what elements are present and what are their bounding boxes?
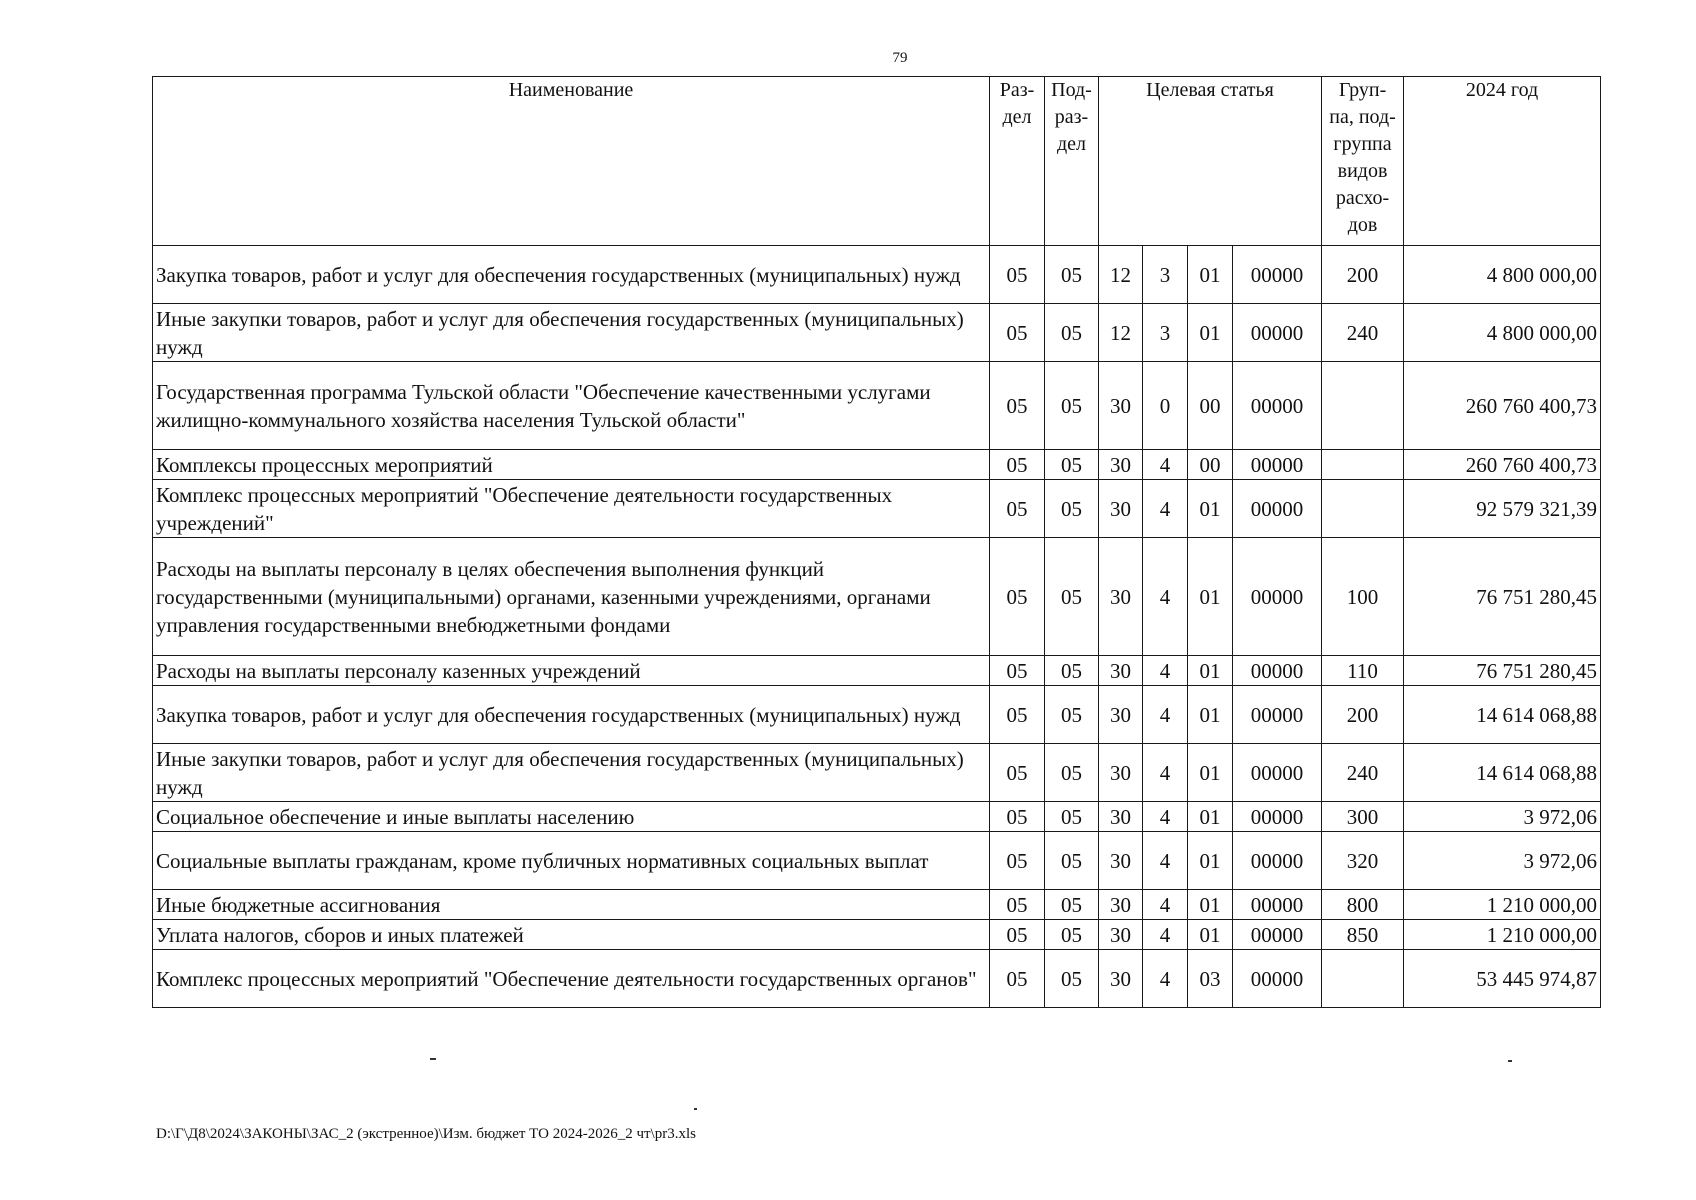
row-target-type: 0	[1143, 362, 1188, 450]
row-target-type: 4	[1143, 832, 1188, 890]
row-expense-group: 240	[1322, 304, 1404, 362]
row-target-direction: 00000	[1233, 246, 1322, 304]
row-subsection: 05	[1045, 246, 1099, 304]
row-amount: 3 972,06	[1404, 832, 1601, 890]
row-expense-group	[1322, 450, 1404, 480]
row-target-element: 01	[1188, 538, 1233, 656]
row-target-program: 12	[1099, 246, 1143, 304]
row-amount: 3 972,06	[1404, 802, 1601, 832]
row-name: Уплата налогов, сборов и иных платежей	[153, 920, 990, 950]
row-target-element: 01	[1188, 656, 1233, 686]
row-target-direction: 00000	[1233, 890, 1322, 920]
row-target-type: 4	[1143, 890, 1188, 920]
row-section: 05	[990, 450, 1045, 480]
row-target-direction: 00000	[1233, 656, 1322, 686]
row-target-direction: 00000	[1233, 362, 1322, 450]
row-target-direction: 00000	[1233, 802, 1322, 832]
row-section: 05	[990, 686, 1045, 744]
row-expense-group: 110	[1322, 656, 1404, 686]
table-row	[153, 802, 1601, 832]
column-header-name: Наименование	[153, 77, 990, 246]
row-subsection: 05	[1045, 950, 1099, 1008]
column-header-expense-group: Груп- па, под- группа видов расхо- дов	[1322, 77, 1404, 246]
row-name: Иные закупки товаров, работ и услуг для обеспечения государственных (муниципальных) нужд	[153, 304, 990, 362]
row-subsection: 05	[1045, 686, 1099, 744]
row-target-program: 30	[1099, 538, 1143, 656]
row-target-element: 01	[1188, 744, 1233, 802]
row-amount: 260 760 400,73	[1404, 362, 1601, 450]
row-target-element: 00	[1188, 450, 1233, 480]
row-section: 05	[990, 920, 1045, 950]
row-expense-group: 240	[1322, 744, 1404, 802]
row-section: 05	[990, 890, 1045, 920]
row-section: 05	[990, 480, 1045, 538]
row-target-element: 01	[1188, 246, 1233, 304]
row-target-program: 30	[1099, 362, 1143, 450]
row-expense-group: 320	[1322, 832, 1404, 890]
page-number: 79	[892, 50, 908, 66]
row-subsection: 05	[1045, 832, 1099, 890]
row-target-direction: 00000	[1233, 480, 1322, 538]
row-amount: 14 614 068,88	[1404, 744, 1601, 802]
row-target-type: 4	[1143, 450, 1188, 480]
row-expense-group: 300	[1322, 802, 1404, 832]
column-header-target-article: Целевая статья	[1099, 77, 1322, 246]
row-target-type: 3	[1143, 246, 1188, 304]
row-expense-group: 200	[1322, 686, 1404, 744]
row-target-element: 01	[1188, 304, 1233, 362]
row-target-element: 00	[1188, 362, 1233, 450]
row-target-type: 4	[1143, 686, 1188, 744]
row-target-direction: 00000	[1233, 450, 1322, 480]
row-target-program: 12	[1099, 304, 1143, 362]
row-target-type: 4	[1143, 950, 1188, 1008]
row-name: Закупка товаров, работ и услуг для обеспечения государственных (муниципальных) нужд	[153, 246, 990, 304]
row-target-program: 30	[1099, 802, 1143, 832]
row-target-direction: 00000	[1233, 686, 1322, 744]
file-path-footer: D:\Г\Д8\2024\ЗАКОНЫ\ЗАС_2 (экстренное)\Изм. бюджет ТО 2024-2026_2 чт\pr3.xls	[156, 1126, 696, 1142]
row-name: Расходы на выплаты персоналу в целях обеспечения выполнения функций государственными (муниципальными) органами, казенными учреждениями, органами управления государственными внебюджетными фондами	[153, 538, 990, 656]
scan-mark	[430, 1058, 436, 1060]
row-target-program: 30	[1099, 480, 1143, 538]
row-target-element: 03	[1188, 950, 1233, 1008]
row-section: 05	[990, 744, 1045, 802]
row-target-program: 30	[1099, 686, 1143, 744]
row-section: 05	[990, 656, 1045, 686]
row-expense-group: 100	[1322, 538, 1404, 656]
row-name: Расходы на выплаты персоналу казенных учреждений	[153, 656, 990, 686]
row-amount: 1 210 000,00	[1404, 920, 1601, 950]
row-subsection: 05	[1045, 538, 1099, 656]
table-row	[153, 480, 1601, 538]
table-row	[153, 686, 1601, 744]
row-target-type: 4	[1143, 920, 1188, 950]
row-target-direction: 00000	[1233, 304, 1322, 362]
column-header-year: 2024 год	[1404, 77, 1601, 246]
row-section: 05	[990, 538, 1045, 656]
row-target-direction: 00000	[1233, 950, 1322, 1008]
row-name: Иные закупки товаров, работ и услуг для обеспечения государственных (муниципальных) нужд	[153, 744, 990, 802]
row-target-direction: 00000	[1233, 744, 1322, 802]
table-row	[153, 920, 1601, 950]
row-subsection: 05	[1045, 304, 1099, 362]
table-row	[153, 832, 1601, 890]
row-target-direction: 00000	[1233, 538, 1322, 656]
row-amount: 76 751 280,45	[1404, 656, 1601, 686]
row-expense-group	[1322, 480, 1404, 538]
row-subsection: 05	[1045, 656, 1099, 686]
row-section: 05	[990, 802, 1045, 832]
row-target-program: 30	[1099, 920, 1143, 950]
row-subsection: 05	[1045, 802, 1099, 832]
row-target-type: 4	[1143, 802, 1188, 832]
row-target-program: 30	[1099, 832, 1143, 890]
row-name: Социальные выплаты гражданам, кроме публичных нормативных социальных выплат	[153, 832, 990, 890]
row-name: Комплексы процессных мероприятий	[153, 450, 990, 480]
row-subsection: 05	[1045, 480, 1099, 538]
row-name: Иные бюджетные ассигнования	[153, 890, 990, 920]
row-expense-group	[1322, 362, 1404, 450]
row-amount: 14 614 068,88	[1404, 686, 1601, 744]
table-row	[153, 538, 1601, 656]
row-target-type: 4	[1143, 656, 1188, 686]
row-expense-group: 850	[1322, 920, 1404, 950]
table-row	[153, 362, 1601, 450]
row-target-direction: 00000	[1233, 920, 1322, 950]
row-section: 05	[990, 832, 1045, 890]
row-name: Государственная программа Тульской области "Обеспечение качественными услугами жилищно-коммунального хозяйства населения Тульской области"	[153, 362, 990, 450]
row-expense-group	[1322, 950, 1404, 1008]
row-subsection: 05	[1045, 450, 1099, 480]
table-body	[153, 246, 1601, 1008]
row-target-element: 01	[1188, 832, 1233, 890]
row-amount: 4 800 000,00	[1404, 304, 1601, 362]
row-section: 05	[990, 950, 1045, 1008]
table-row	[153, 304, 1601, 362]
table-header-row	[153, 77, 1601, 246]
row-target-program: 30	[1099, 950, 1143, 1008]
row-target-type: 4	[1143, 744, 1188, 802]
table-row	[153, 246, 1601, 304]
row-amount: 260 760 400,73	[1404, 450, 1601, 480]
row-name: Комплекс процессных мероприятий "Обеспечение деятельности государственных учреждений"	[153, 480, 990, 538]
row-expense-group: 800	[1322, 890, 1404, 920]
row-target-element: 01	[1188, 890, 1233, 920]
row-target-element: 01	[1188, 686, 1233, 744]
row-target-program: 30	[1099, 890, 1143, 920]
row-target-program: 30	[1099, 744, 1143, 802]
row-target-element: 01	[1188, 480, 1233, 538]
table-row	[153, 656, 1601, 686]
row-amount: 53 445 974,87	[1404, 950, 1601, 1008]
row-section: 05	[990, 246, 1045, 304]
row-target-type: 4	[1143, 480, 1188, 538]
row-expense-group: 200	[1322, 246, 1404, 304]
row-subsection: 05	[1045, 890, 1099, 920]
row-target-element: 01	[1188, 920, 1233, 950]
scan-mark	[694, 1108, 697, 1110]
table-row	[153, 450, 1601, 480]
table-row	[153, 744, 1601, 802]
row-name: Комплекс процессных мероприятий "Обеспечение деятельности государственных органов"	[153, 950, 990, 1008]
row-name: Социальное обеспечение и иные выплаты населению	[153, 802, 990, 832]
row-target-element: 01	[1188, 802, 1233, 832]
row-amount: 1 210 000,00	[1404, 890, 1601, 920]
row-target-program: 30	[1099, 450, 1143, 480]
row-section: 05	[990, 304, 1045, 362]
row-target-type: 4	[1143, 538, 1188, 656]
row-section: 05	[990, 362, 1045, 450]
table-row	[153, 950, 1601, 1008]
table-row	[153, 890, 1601, 920]
row-subsection: 05	[1045, 362, 1099, 450]
budget-table	[152, 76, 1601, 1008]
column-header-section: Раз- дел	[990, 77, 1045, 246]
column-header-subsection: Под- раз- дел	[1045, 77, 1099, 246]
row-amount: 4 800 000,00	[1404, 246, 1601, 304]
row-amount: 92 579 321,39	[1404, 480, 1601, 538]
row-subsection: 05	[1045, 744, 1099, 802]
row-subsection: 05	[1045, 920, 1099, 950]
row-name: Закупка товаров, работ и услуг для обеспечения государственных (муниципальных) нужд	[153, 686, 990, 744]
row-amount: 76 751 280,45	[1404, 538, 1601, 656]
row-target-direction: 00000	[1233, 832, 1322, 890]
row-target-type: 3	[1143, 304, 1188, 362]
row-target-program: 30	[1099, 656, 1143, 686]
scan-mark	[1508, 1060, 1512, 1062]
